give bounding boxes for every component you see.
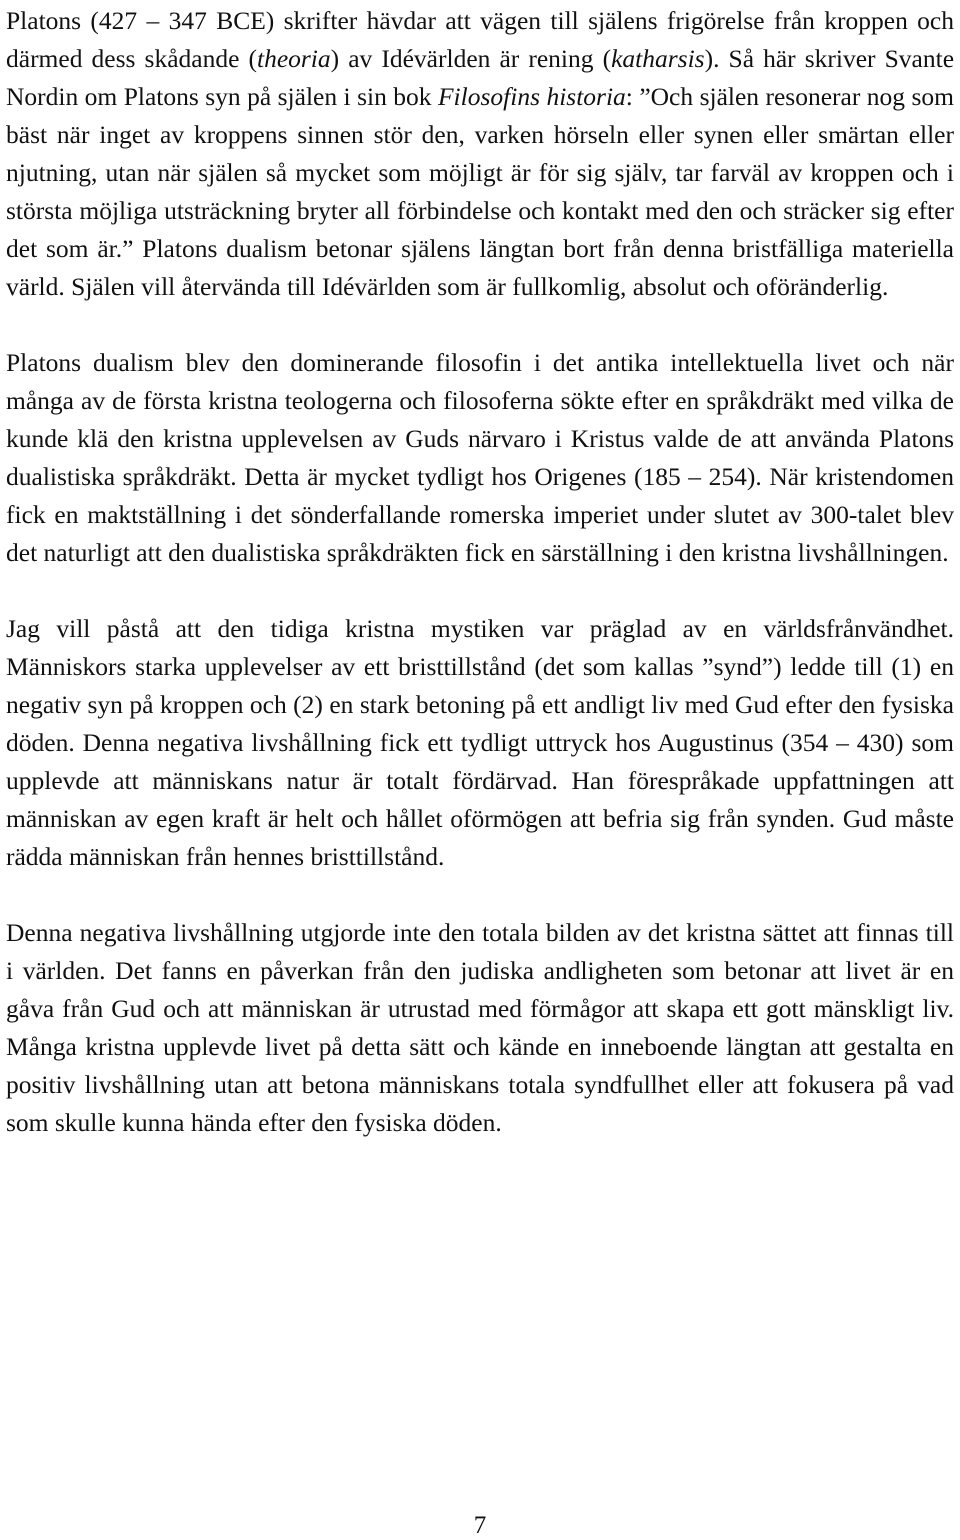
- page-number: 7: [473, 1512, 487, 1539]
- text-run: Platons (427 – 347 BCE) skrifter hävdar att vägen till själens frigörelse från kroppen och därmed dess skådande (: [6, 6, 954, 73]
- text-run: ). Så här skriver Svante Nordin om Platons syn på själen i sin bok: [6, 44, 955, 111]
- text-run: Denna negativa livshållning utgjorde inte den totala bilden av det kristna sättet att finnas till i världen. Det fanns en påverkan från den judiska andligheten som betonar att livet är en gåva från Gud och att människan är utrustad med förmågor att skapa ett gott mänskligt liv. Många kristna upplevde livet på detta sätt och kände en inneboende längtan att gestalta en positiv livshållning utan att betona människans totala syndfullhet eller att fokusera på vad som skulle kunna hända efter den fysiska döden.: [6, 918, 954, 1137]
- paragraph-positive-outlook: [6, 914, 954, 1142]
- italic-text: katharsis: [611, 44, 705, 73]
- paragraph-plato-soul: [6, 2, 954, 306]
- paragraph-plato-dualism-christianity: [6, 344, 954, 572]
- text-run: ) av Idévärlden är rening (: [330, 44, 612, 73]
- text-run: Jag vill påstå att den tidiga kristna mystiken var präglad av en världsfrånvändhet. Människors starka upplevelser av ett bristtillstånd (det som kallas ”synd”) ledde till (1) en negativ syn på kroppen och (2) en stark betoning på ett andligt liv med Gud efter den fysiska döden. Denna negativa livshållning fick ett tydligt uttryck hos Augustinus (354 – 430) som upplevde att människans natur är totalt fördärvad. Han förespråkade uppfattningen att människan av egen kraft är helt och hållet oförmögen att befria sig från synden. Gud måste rädda människan från hennes bristtillstånd.: [6, 614, 954, 871]
- italic-text: Filosofins historia: [437, 82, 626, 111]
- text-run: : ”Och själen resonerar nog som bäst när inget av kroppens sinnen stör den, varken hörseln eller synen eller smärtan eller njutning, utan när själen så mycket som möjligt är för sig själv, tar farväl av kroppen och i största möjliga utsträckning bryter all förbindelse och kontakt med den och sträcker sig efter det som är.” Platons dualism betonar själens längtan bort från denna bristfälliga materiella värld. Själen vill återvända till Idévärlden som är fullkomlig, absolut och oföränderlig.: [6, 82, 954, 301]
- paragraph-early-mysticism: [6, 610, 954, 876]
- text-run: Platons dualism blev den dominerande filosofin i det antika intellektuella livet och när många av de första kristna teologerna och filosoferna sökte efter en språkdräkt med vilka de kunde klä den kristna upplevelsen av Guds närvaro i Kristus valde de att använda Platons dualistiska språkdräkt. Detta är mycket tydligt hos Origenes (185 – 254). När kristendomen fick en maktställning i det sönderfallande romerska imperiet under slutet av 300-talet blev det naturligt att den dualistiska språkdräkten fick en särställning i den kristna livshållningen.: [6, 348, 954, 567]
- italic-text: theoria: [256, 44, 331, 73]
- document-page: [6, 2, 954, 1142]
